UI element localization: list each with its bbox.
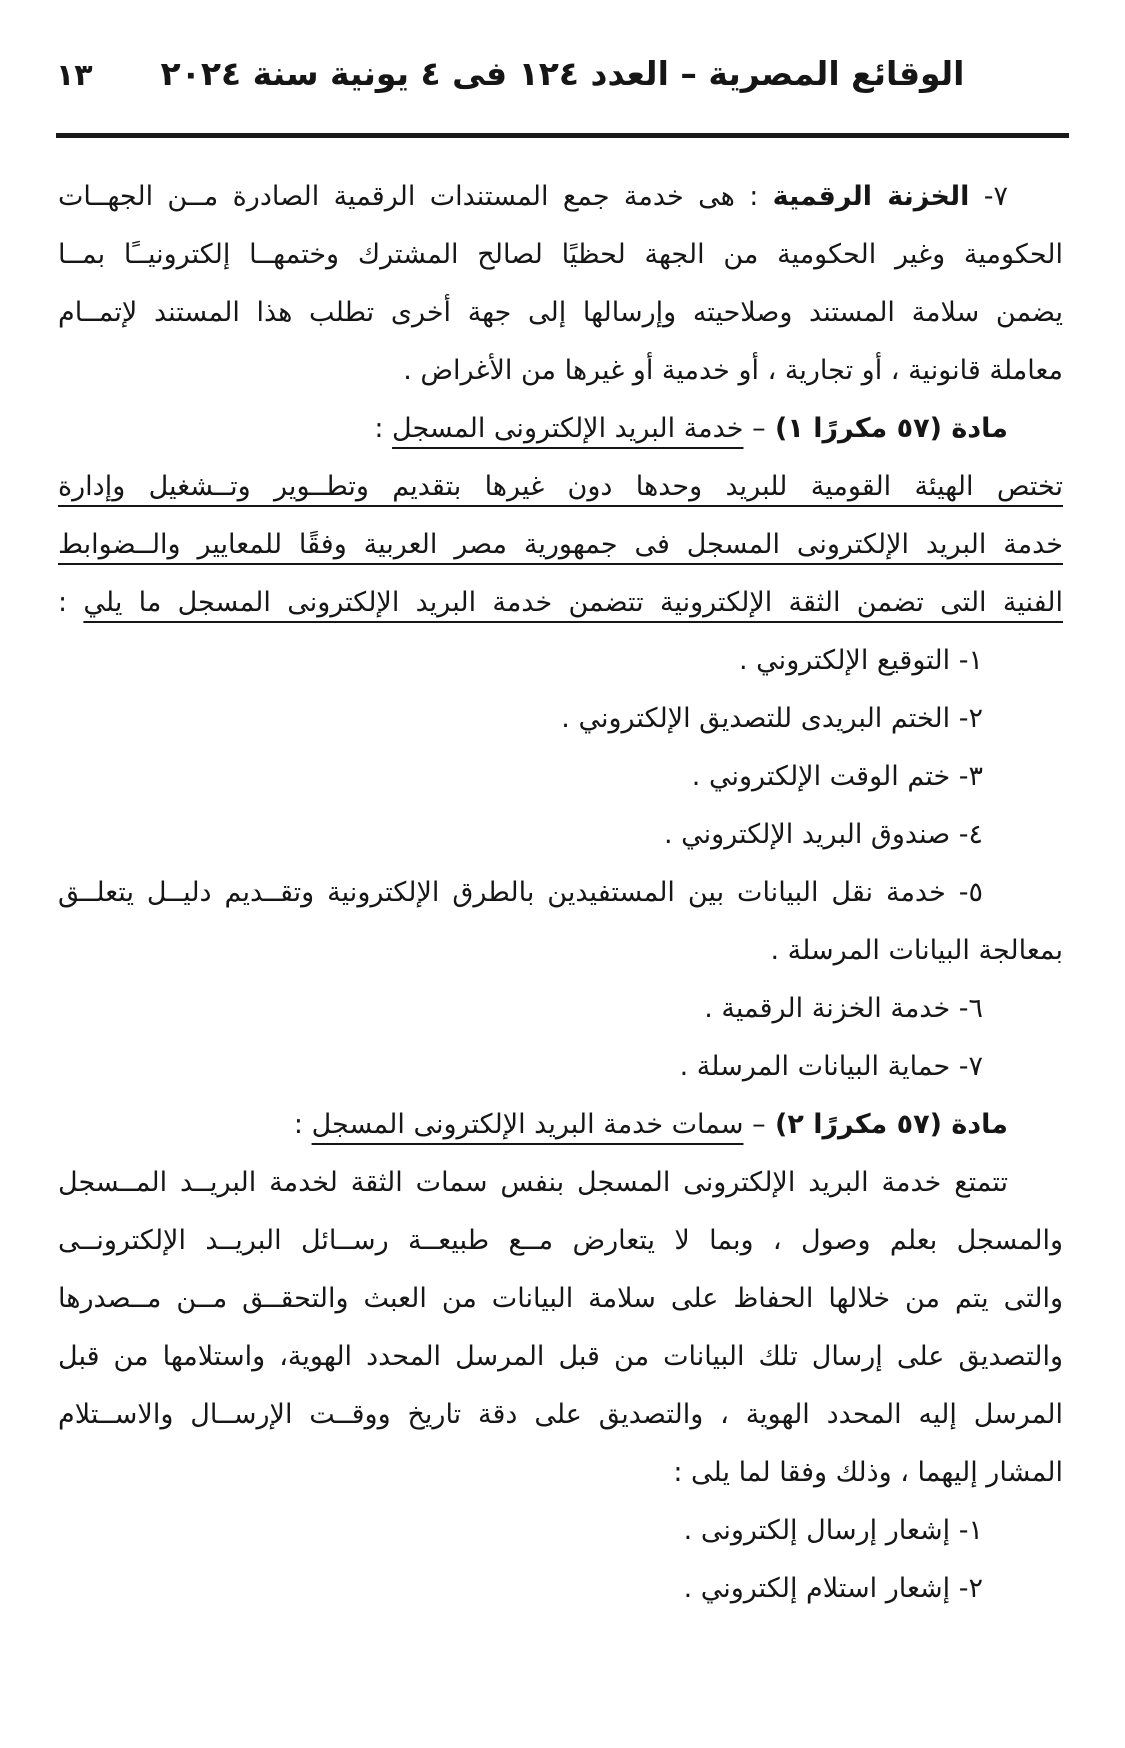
article-57bis1-colon: : [374,413,393,444]
list-item-3: ٣- ختم الوقت الإلكتروني . [691,761,983,792]
article-57bis1-body-line-1: تختص الهيئة القومية للبريد وحدها دون غيرها بتقديم وتطــوير وتــشغيل وإدارة [58,471,1063,502]
article-57bis2-heading [58,1096,1063,1154]
article-57bis2-para-line-6: المشار إليهما ، وذلك وفقا لما يلى : [673,1457,1063,1488]
list-item-2: ٢- الختم البريدى للتصديق الإلكتروني . [561,703,983,734]
list-item-4: ٤- صندوق البريد الإلكتروني . [663,819,983,850]
list-item-5-line-1: ٥- خدمة نقل البيانات بين المستفيدين بالطرق الإلكترونية وتقــديم دليــل يتعلــق [58,877,983,908]
definition-7-line-3: يضمن سلامة المستند وصلاحيته وإرسالها إلى جهة أخرى تطلب هذا المستند لإتمــام [58,297,1063,328]
article-57bis1-body-line-3-text: الفنية التى تضمن الثقة الإلكترونية تتضمن خدمة البريد الإلكترونى المسجل ما يلي [83,587,1063,618]
article-57bis2-label: مادة (٥٧ مكررًا ٢) [765,1109,1008,1140]
definition-7-number: ٧- [969,181,1008,212]
article-57bis1-body-line-2: خدمة البريد الإلكترونى المسجل فى جمهورية مصر العربية وفقًا للمعايير والــضوابط [58,529,1063,560]
article-57bis2-para-line-2: والمسجل بعلم وصول ، وبما لا يتعارض مــع طبيعــة رســائل البريــد الإلكترونــى [58,1225,1063,1256]
page-number: ١٣ [56,58,93,93]
definition-7-term: الخزنة الرقمية [772,181,970,212]
gazette-title: الوقائع المصرية – العدد ١٢٤ فى ٤ يونية سنة ٢٠٢٤ [160,54,965,93]
article-57bis2-para-line-3: والتى يتم من خلالها الحفاظ على سلامة البيانات من العبث والتحقــق مــن مــصدرها [58,1283,1063,1314]
notice-item-2: ٢- إشعار استلام إلكتروني . [683,1573,983,1604]
article-57bis2-colon: : [293,1109,312,1140]
definition-7-line-1 [58,168,1063,226]
definition-7-line-2: الحكومية وغير الحكومية من الجهة لحظيًا لصالح المشترك وختمهــا إلكترونيــًا بمــا [58,239,1063,270]
article-57bis2-para-line-4: والتصديق على إرسال تلك البيانات من قبل المرسل المحدد الهوية، واستلامها من قبل [58,1341,1063,1372]
definition-7-line-4: معاملة قانونية ، أو تجارية ، أو خدمية أو غيرها من الأغراض . [403,355,1063,386]
article-57bis1-label: مادة (٥٧ مكررًا ١) [765,413,1008,444]
list-item-1: ١- التوقيع الإلكتروني . [739,645,983,676]
article-57bis2-title: سمات خدمة البريد الإلكترونى المسجل [311,1109,744,1140]
page-header [0,0,1125,130]
page-body [58,168,1063,1618]
list-item-5-line-2: بمعالجة البيانات المرسلة . [770,935,1063,966]
article-57bis1-body-line-3-colon: : [58,587,84,618]
notice-item-1: ١- إشعار إرسال إلكترونى . [683,1515,983,1546]
list-item-6: ٦- خدمة الخزنة الرقمية . [704,993,983,1024]
header-rule [56,133,1069,138]
definition-7-text: : هى خدمة جمع المستندات الرقمية الصادرة مــن الجهــات [58,181,773,212]
list-item-7: ٧- حماية البيانات المرسلة . [679,1051,983,1082]
article-57bis2-para-line-1: تتمتع خدمة البريد الإلكترونى المسجل بنفس سمات الثقة لخدمة البريــد المــسجل [58,1167,1008,1198]
article-57bis1-heading [58,400,1063,458]
article-57bis2-dash: – [743,1109,766,1140]
article-57bis1-body-line-3 [58,574,1063,632]
article-57bis2-para-line-5: المرسل إليه المحدد الهوية ، والتصديق على دقة تاريخ ووقــت الإرســال والاســتلام [58,1399,1063,1430]
article-57bis1-dash: – [743,413,766,444]
article-57bis1-title: خدمة البريد الإلكترونى المسجل [392,413,744,444]
